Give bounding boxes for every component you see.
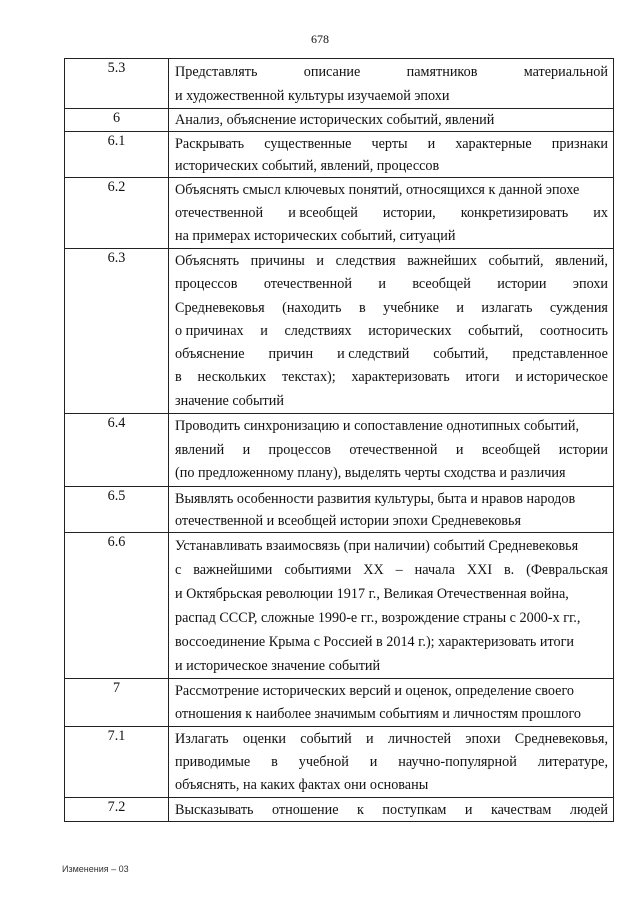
text-line	[175, 343, 608, 366]
text-line	[175, 799, 608, 821]
text-word: важнейшими	[193, 561, 273, 578]
text-word: на примерах исторических событий, ситуаций	[175, 228, 456, 244]
table-row	[65, 414, 614, 487]
text-word: и художественной культуры изучаемой эпохи	[175, 88, 450, 104]
text-line	[175, 320, 608, 343]
text-line	[175, 534, 608, 558]
text-word: о причинах	[175, 322, 244, 339]
text-word: Устанавливать взаимосвязь (при наличии) событий Средневековья	[175, 537, 579, 554]
row-number: 6.3	[65, 249, 169, 414]
text-line	[175, 462, 608, 486]
text-word: и историческое	[515, 369, 608, 386]
text-word: и	[260, 322, 268, 339]
text-line	[175, 366, 608, 389]
row-description	[169, 249, 614, 414]
text-word: Объяснять	[175, 253, 240, 269]
text-word: качествам	[490, 801, 552, 818]
text-word: и	[366, 730, 374, 747]
row-number: 5.3	[65, 59, 169, 109]
text-word: эпохи	[465, 730, 501, 747]
text-word: значение событий	[175, 392, 284, 409]
table-row	[65, 726, 614, 797]
text-word: Излагать	[175, 730, 229, 747]
text-word: и	[316, 253, 324, 269]
text-word: явлений	[175, 441, 225, 458]
text-word: описание	[303, 64, 361, 80]
table-row	[65, 178, 614, 249]
text-word: памятников	[406, 64, 478, 80]
text-line	[175, 728, 608, 751]
text-line	[175, 250, 608, 273]
text-line	[175, 84, 608, 108]
text-word: отношение	[272, 801, 339, 818]
text-line	[175, 110, 608, 131]
text-word: оценки	[242, 730, 286, 747]
text-word: поступкам	[382, 801, 447, 818]
row-number: 7.1	[65, 726, 169, 797]
text-word: учебнике	[383, 299, 439, 316]
row-number: 6	[65, 109, 169, 132]
table-row	[65, 132, 614, 178]
row-description	[169, 486, 614, 532]
text-word: явлений,	[555, 253, 608, 269]
text-word: и	[464, 801, 473, 818]
text-word: конкретизировать	[460, 205, 569, 221]
text-word: представленное	[512, 346, 608, 363]
table-row	[65, 678, 614, 726]
row-description	[169, 178, 614, 249]
row-description	[169, 414, 614, 487]
text-word: в.	[503, 561, 515, 578]
text-word: в	[271, 753, 278, 770]
text-word: Раскрывать	[175, 136, 245, 152]
text-line	[175, 439, 608, 463]
text-word: черты	[371, 136, 408, 152]
text-word: Рассмотрение исторических версий и оценок, определение своего	[175, 682, 575, 699]
text-word: исторических	[368, 322, 452, 339]
text-line	[175, 680, 608, 703]
row-number: 7	[65, 678, 169, 726]
text-line	[175, 582, 608, 606]
text-line	[175, 510, 608, 532]
text-line	[175, 60, 608, 84]
text-word: –	[395, 561, 403, 578]
row-description	[169, 132, 614, 178]
text-word: учебной	[298, 753, 349, 770]
text-word: воссоединение Крыма с Россией в 2014 г.); характеризовать итоги	[175, 633, 575, 650]
text-line	[175, 630, 608, 654]
text-word: суждения	[549, 299, 608, 316]
table-row	[65, 797, 614, 821]
row-description	[169, 109, 614, 132]
text-word: XX	[363, 561, 384, 578]
text-word: научно-популярной	[398, 753, 517, 770]
text-word: отношения к наиболее значимым событиям и личностям прошлого	[175, 705, 581, 722]
text-word: Высказывать	[175, 801, 254, 818]
text-word: объяснять, на каких фактах они основаны	[175, 776, 429, 793]
row-number: 6.2	[65, 178, 169, 249]
text-word: отечественной и всеобщей истории эпохи Средневековья	[175, 512, 521, 529]
text-word: событий	[300, 730, 352, 747]
row-description	[169, 59, 614, 109]
row-number: 6.4	[65, 414, 169, 487]
text-word: (Февральская	[526, 561, 608, 578]
text-line	[175, 179, 608, 202]
text-word: истории	[497, 276, 547, 293]
text-word: истории	[558, 441, 608, 458]
text-word: Объяснять смысл ключевых понятий, относящихся к данной эпохе	[175, 182, 580, 198]
text-word: следствиях	[284, 322, 352, 339]
text-line	[175, 751, 608, 774]
text-line	[175, 774, 608, 797]
text-word: и	[378, 276, 386, 293]
text-word: и историческое значение событий	[175, 657, 381, 674]
row-description	[169, 726, 614, 797]
table-row	[65, 59, 614, 109]
text-word: отечественной	[175, 205, 264, 221]
text-word: текстах);	[281, 369, 336, 386]
text-word: признаки	[551, 136, 608, 152]
row-number: 6.5	[65, 486, 169, 532]
text-word: и следствий	[337, 346, 410, 363]
text-word: и	[455, 441, 464, 458]
text-line	[175, 155, 608, 177]
text-word: событий,	[468, 322, 524, 339]
text-line	[175, 202, 608, 225]
text-line	[175, 703, 608, 726]
text-line	[175, 415, 608, 439]
text-word: излагать	[481, 299, 533, 316]
text-word: Представлять	[175, 64, 258, 80]
text-line	[175, 558, 608, 582]
text-word: событий,	[488, 253, 544, 269]
page-number: 678	[311, 32, 329, 46]
text-word: всеобщей	[481, 441, 541, 458]
text-word: эпохи	[572, 276, 608, 293]
text-word: Средневековья	[175, 299, 265, 316]
text-word: начала	[414, 561, 455, 578]
text-word: событий,	[433, 346, 489, 363]
text-word: в	[175, 369, 182, 386]
text-word: существенные	[264, 136, 352, 152]
text-word: характерные	[455, 136, 532, 152]
text-word: всеобщей	[412, 276, 471, 293]
text-word: личностей	[387, 730, 452, 747]
text-word: и	[427, 136, 436, 152]
text-word: итоги	[465, 369, 500, 386]
text-word: XXI	[466, 561, 493, 578]
text-word: (находить	[282, 299, 342, 316]
text-word: Анализ, объяснение исторических событий, явлений	[175, 112, 495, 128]
requirements-table	[64, 58, 614, 822]
text-word: (по предложенному плану), выделять черты сходства и различия	[175, 465, 566, 482]
text-word: людей	[569, 801, 608, 818]
table-row	[65, 249, 614, 414]
text-word: исторических событий, явлений, процессов	[175, 158, 440, 174]
text-line	[175, 133, 608, 155]
text-word: истории,	[382, 205, 436, 221]
text-word: литературе,	[537, 753, 608, 770]
table-row	[65, 486, 614, 532]
text-word: нескольких	[197, 369, 267, 386]
row-description	[169, 532, 614, 678]
row-number: 7.2	[65, 797, 169, 821]
row-description	[169, 678, 614, 726]
text-word: материальной	[523, 64, 608, 80]
table-row	[65, 532, 614, 678]
text-word: следствия	[335, 253, 396, 269]
footer-revision: Изменения – 03	[62, 864, 129, 874]
text-word: причин	[268, 346, 314, 363]
text-word: процессов	[268, 441, 331, 458]
text-line	[175, 606, 608, 630]
table-row	[65, 109, 614, 132]
text-word: и всеобщей	[288, 205, 358, 221]
text-word: с	[175, 561, 182, 578]
text-word: приводимые	[175, 753, 251, 770]
row-number: 6.6	[65, 532, 169, 678]
text-line	[175, 390, 608, 413]
text-word: и	[456, 299, 464, 316]
text-word: соотносить	[539, 322, 608, 339]
text-word: и	[242, 441, 251, 458]
text-word: отечественной	[263, 276, 352, 293]
text-word: событиями	[284, 561, 352, 578]
text-word: характеризовать	[351, 369, 450, 386]
text-word: и	[369, 753, 378, 770]
text-word: к	[356, 801, 364, 818]
text-word: их	[593, 205, 608, 221]
text-word: Выявлять особенности развития культуры, быта и нравов народов	[175, 490, 576, 507]
text-word: важнейших	[407, 253, 477, 269]
text-word: объяснение	[175, 346, 245, 363]
text-line	[175, 654, 608, 678]
text-word: Средневековья,	[514, 730, 608, 747]
row-number: 6.1	[65, 132, 169, 178]
row-description	[169, 797, 614, 821]
text-line	[175, 297, 608, 320]
text-word: Проводить синхронизацию и сопоставление однотипных событий,	[175, 418, 580, 435]
text-word: и Октябрьская революции 1917 г., Великая Отечественная война,	[175, 585, 569, 602]
text-word: распад СССР, сложные 1990-е гг., возрождение страны с 2000-х гг.,	[175, 609, 581, 626]
text-line	[175, 488, 608, 510]
text-word: в	[358, 299, 366, 316]
table-body	[65, 59, 614, 822]
text-line	[175, 225, 608, 248]
text-word: отечественной	[349, 441, 438, 458]
text-word: процессов	[175, 276, 238, 293]
text-line	[175, 273, 608, 296]
text-word: причины	[250, 253, 305, 269]
